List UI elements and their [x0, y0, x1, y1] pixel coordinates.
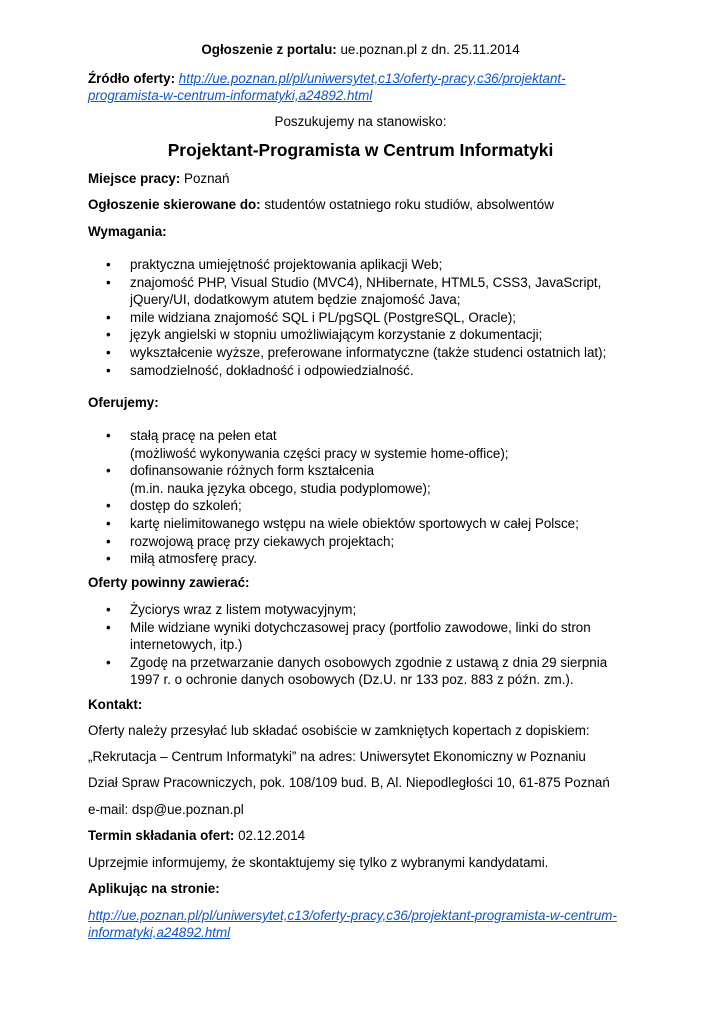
list-item — [88, 309, 633, 327]
source-label: Źródło oferty: — [88, 71, 176, 86]
list-item-text: praktyczna umiejętność projektowania aplikacji Web; — [130, 257, 443, 272]
bullet-icon: • — [106, 654, 111, 670]
list-item — [88, 654, 633, 689]
bullet-icon: • — [106, 515, 111, 531]
target-value: studentów ostatniego roku studiów, absolwentów — [260, 197, 554, 212]
job-title: Projektant-Programista w Centrum Informatyki — [167, 140, 554, 160]
list-item-text: dofinansowanie różnych form kształcenia — [130, 463, 375, 479]
documents-heading — [88, 574, 633, 591]
bullet-icon: • — [106, 428, 111, 443]
contact-line-2: „Rekrutacja – Centrum Informatyki” na adres: Uniwersytet Ekonomiczny w Poznaniu — [88, 749, 586, 764]
bullet-icon: • — [106, 327, 111, 343]
bullet-icon: • — [106, 362, 111, 378]
list-item — [88, 427, 633, 462]
bullet-icon: • — [106, 602, 111, 617]
offer-label: Oferujemy: — [88, 395, 159, 410]
list-item — [88, 533, 633, 551]
contact-label: Kontakt: — [88, 697, 143, 712]
offer-heading — [88, 394, 633, 411]
documents-label: Oferty powinny zawierać: — [88, 575, 250, 590]
list-item-text: Mile widziane wyniki dotychczasowej pracy (portfolio zawodowe, linki do stron internetowych, itp.) — [130, 619, 591, 653]
bullet-icon: • — [106, 619, 111, 635]
requirements-heading — [88, 223, 633, 240]
bullet-icon: • — [106, 309, 111, 325]
list-item — [88, 256, 633, 274]
target-label: Ogłoszenie skierowane do: — [88, 197, 261, 212]
list-item-text: rozwojową pracę przy ciekawych projektach; — [130, 533, 395, 549]
apply-label: Aplikując na stronie: — [88, 881, 220, 896]
location-label: Miejsce pracy: — [88, 171, 181, 186]
list-item — [88, 601, 633, 619]
list-item — [88, 462, 633, 497]
deadline-value: 02.12.2014 — [234, 828, 306, 843]
list-item — [88, 550, 633, 568]
list-item-subtext: (m.in. nauka języka obcego, studia podyplomowe); — [130, 480, 431, 496]
closing-note: Uprzejmie informujemy, że skontaktujemy się tylko z wybranymi kandydatami. — [88, 855, 549, 870]
list-item-text: stałą pracę na pełen etat — [130, 428, 277, 443]
list-item-subtext: (możliwość wykonywania części pracy w systemie home-office); — [130, 445, 509, 461]
apply-link[interactable]: http://ue.poznan.pl/pl/uniwersytet,c13/oferty-pracy,c36/projektant-programista-w-centrum-informatyki,a24892.html — [88, 908, 617, 940]
portal-value: ue.poznan.pl z dn. 25.11.2014 — [336, 42, 520, 57]
bullet-icon: • — [106, 344, 111, 360]
list-item-text: dostęp do szkoleń; — [130, 498, 242, 514]
list-item-text: miłą atmosferę pracy. — [130, 551, 258, 567]
bullet-icon: • — [106, 274, 111, 290]
bullet-icon: • — [106, 533, 111, 549]
offer-list — [88, 427, 633, 568]
bullet-icon: • — [106, 498, 111, 514]
bullet-icon: • — [106, 551, 111, 567]
intro-text: Poszukujemy na stanowisko: — [274, 114, 447, 129]
bullet-icon: • — [106, 257, 111, 272]
deadline-label: Termin składania ofert: — [88, 828, 235, 843]
documents-list — [88, 601, 633, 689]
list-item — [88, 274, 633, 309]
source-line — [88, 70, 633, 104]
requirements-list — [88, 256, 633, 379]
apply-link-line — [88, 907, 633, 941]
bullet-icon: • — [106, 463, 111, 479]
location-value: Poznań — [180, 171, 230, 186]
list-item-text: język angielski w stopniu umożliwiającym korzystanie z dokumentacji; — [130, 327, 543, 343]
list-item-text: wykształcenie wyższe, preferowane informatyczne (także studenci ostatnich lat); — [130, 344, 607, 360]
source-link[interactable]: http://ue.poznan.pl/pl/uniwersytet,c13/oferty-pracy,c36/projektant-programista-w-centrum-informatyki,a24892.html — [88, 71, 566, 103]
list-item — [88, 515, 633, 533]
contact-line-3: Dział Spraw Pracowniczych, pok. 108/109 bud. B, Al. Niepodległości 10, 61-875 Poznań — [88, 775, 610, 790]
contact-heading — [88, 696, 633, 713]
list-item-text: Życiorys wraz z listem motywacyjnym; — [130, 602, 357, 617]
list-item — [88, 344, 633, 362]
list-item — [88, 619, 633, 654]
target-line — [88, 196, 633, 213]
list-item-text: znajomość PHP, Visual Studio (MVC4), NHibernate, HTML5, CSS3, JavaScript, jQuery/UI, dodatkowym atutem będzie znajomość Java; — [130, 274, 602, 308]
list-item-text: samodzielność, dokładność i odpowiedzialność. — [130, 362, 414, 378]
portal-label: Ogłoszenie z portalu: — [201, 42, 337, 57]
portal-line — [88, 41, 633, 58]
list-item — [88, 497, 633, 515]
location-line — [88, 170, 633, 187]
contact-email: e-mail: dsp@ue.poznan.pl — [88, 802, 244, 817]
deadline-line — [88, 827, 633, 844]
requirements-label: Wymagania: — [88, 224, 167, 239]
apply-heading — [88, 880, 633, 897]
list-item-text: mile widziana znajomość SQL i PL/pgSQL (PostgreSQL, Oracle); — [130, 309, 517, 325]
contact-line-1: Oferty należy przesyłać lub składać osobiście w zamkniętych kopertach z dopiskiem: — [88, 723, 590, 738]
list-item — [88, 326, 633, 344]
list-item — [88, 362, 633, 380]
list-item-text: Zgodę na przetwarzanie danych osobowych zgodnie z ustawą z dnia 29 sierpnia 1997 r. o ochronie danych osobowych (Dz.U. nr 133 poz. 883 z późn. zm.). — [130, 654, 608, 688]
list-item-text: kartę nielimitowanego wstępu na wiele obiektów sportowych w całej Polsce; — [130, 515, 579, 531]
